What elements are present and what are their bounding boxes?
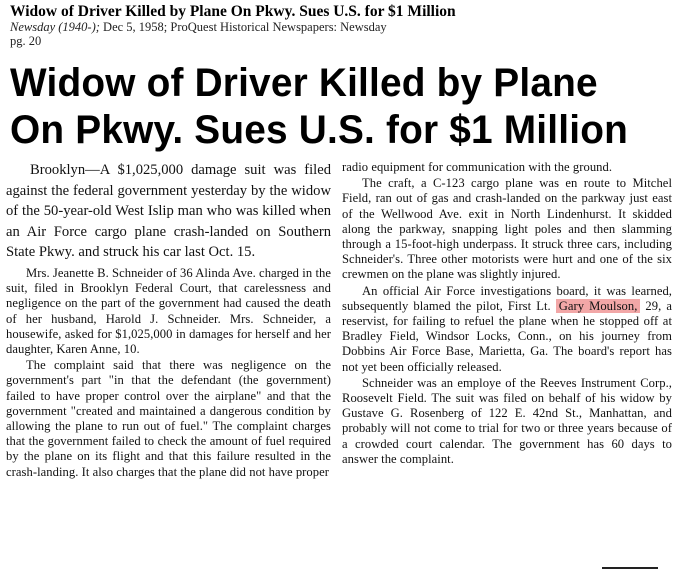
- headline-line-1: Widow of Driver Killed by Plane: [10, 61, 598, 105]
- paragraph-suit-charges: Mrs. Jeanette B. Schneider of 36 Alinda Ave. charged in the suit, filed in Brooklyn Federal Court, that carelessness and negligence on the part of the government had caused the death of her husband, Harold J. Schneider. Mrs. Schneider, a housewife, asked for $1,025,000 in damages for herself and her daughter, Karen Anne, 10.: [6, 265, 331, 356]
- lead-paragraph: Brooklyn—A $1,025,000 damage suit was filed against the federal government yesterday by the widow of the 50-year-old West Islip man who was killed when an Air Force cargo plane crash-landed on Southern State Pkwy. and struck his car last Oct. 15.: [6, 162, 331, 261]
- paragraph-investigation-board: [342, 284, 672, 375]
- highlighted-name: Gary Moulson,: [556, 299, 641, 313]
- end-of-article-rule: [602, 567, 658, 569]
- citation-title: Widow of Driver Killed by Plane On Pkwy. Sues U.S. for $1 Million: [10, 3, 456, 20]
- lead-paragraph-block: [6, 160, 331, 263]
- paragraph-radio-continued: radio equipment for communication with the ground.: [342, 160, 613, 174]
- article-column-left: [6, 160, 331, 480]
- article-column-right: [342, 160, 672, 467]
- body-text-left: [6, 266, 331, 480]
- citation-source: [10, 20, 670, 34]
- citation-page: pg. 20: [10, 34, 42, 48]
- board-text-after: 29, a reservist, for failing to refuel the plane when he stopped off at Bradley Field, Windsor Locks, Conn., on his journey from Dobbins Air Force Base, Marietta, Ga. The board's report has not yet been officially released.: [342, 298, 672, 374]
- citation-date-database: Dec 5, 1958; ProQuest Historical Newspapers: Newsday: [99, 20, 387, 34]
- citation-header: [10, 3, 670, 48]
- board-text-before: An official Air Force investigations board, it was learned, subsequently blamed the pilot, First Lt.: [342, 283, 672, 313]
- paragraph-complaint: The complaint said that there was negligence on the government's part "in that the defendant (the government) failed to have proper control over the airplane" and that the government "created and maintained a dangerous condition by allowing the plane to run out of fuel." The complaint charges that the government failed to check the amount of fuel required by the plane on its flight and that this failure resulted in the crash-landing. It also charges that the plane did not have proper: [6, 358, 331, 479]
- paragraph-crash-description: The craft, a C-123 cargo plane was en route to Mitchel Field, ran out of gas and crash-landed on the parkway just east of the Wellwood Ave. exit in North Lindenhurst. It skidded along the parkway, snapping light poles and then slamming through a 15-foot-high underpass. It struck three cars, including Schneider's. Three other motorists were hurt and one of the six crewmen on the plane was slightly injured.: [342, 176, 672, 282]
- headline-line-2: On Pkwy. Sues U.S. for $1 Million: [10, 108, 628, 152]
- article-headline: [10, 60, 650, 154]
- citation-publication: Newsday (1940-);: [10, 20, 100, 34]
- paragraph-closing: Schneider was an employe of the Reeves Instrument Corp., Roosevelt Field. The suit was filed on behalf of his widow by Gustave G. Rosenberg of 122 E. 42nd St., Manhattan, and probably will not come to trial for two or three years because of a crowded court calendar. The government has 60 days to answer the complaint.: [342, 375, 672, 466]
